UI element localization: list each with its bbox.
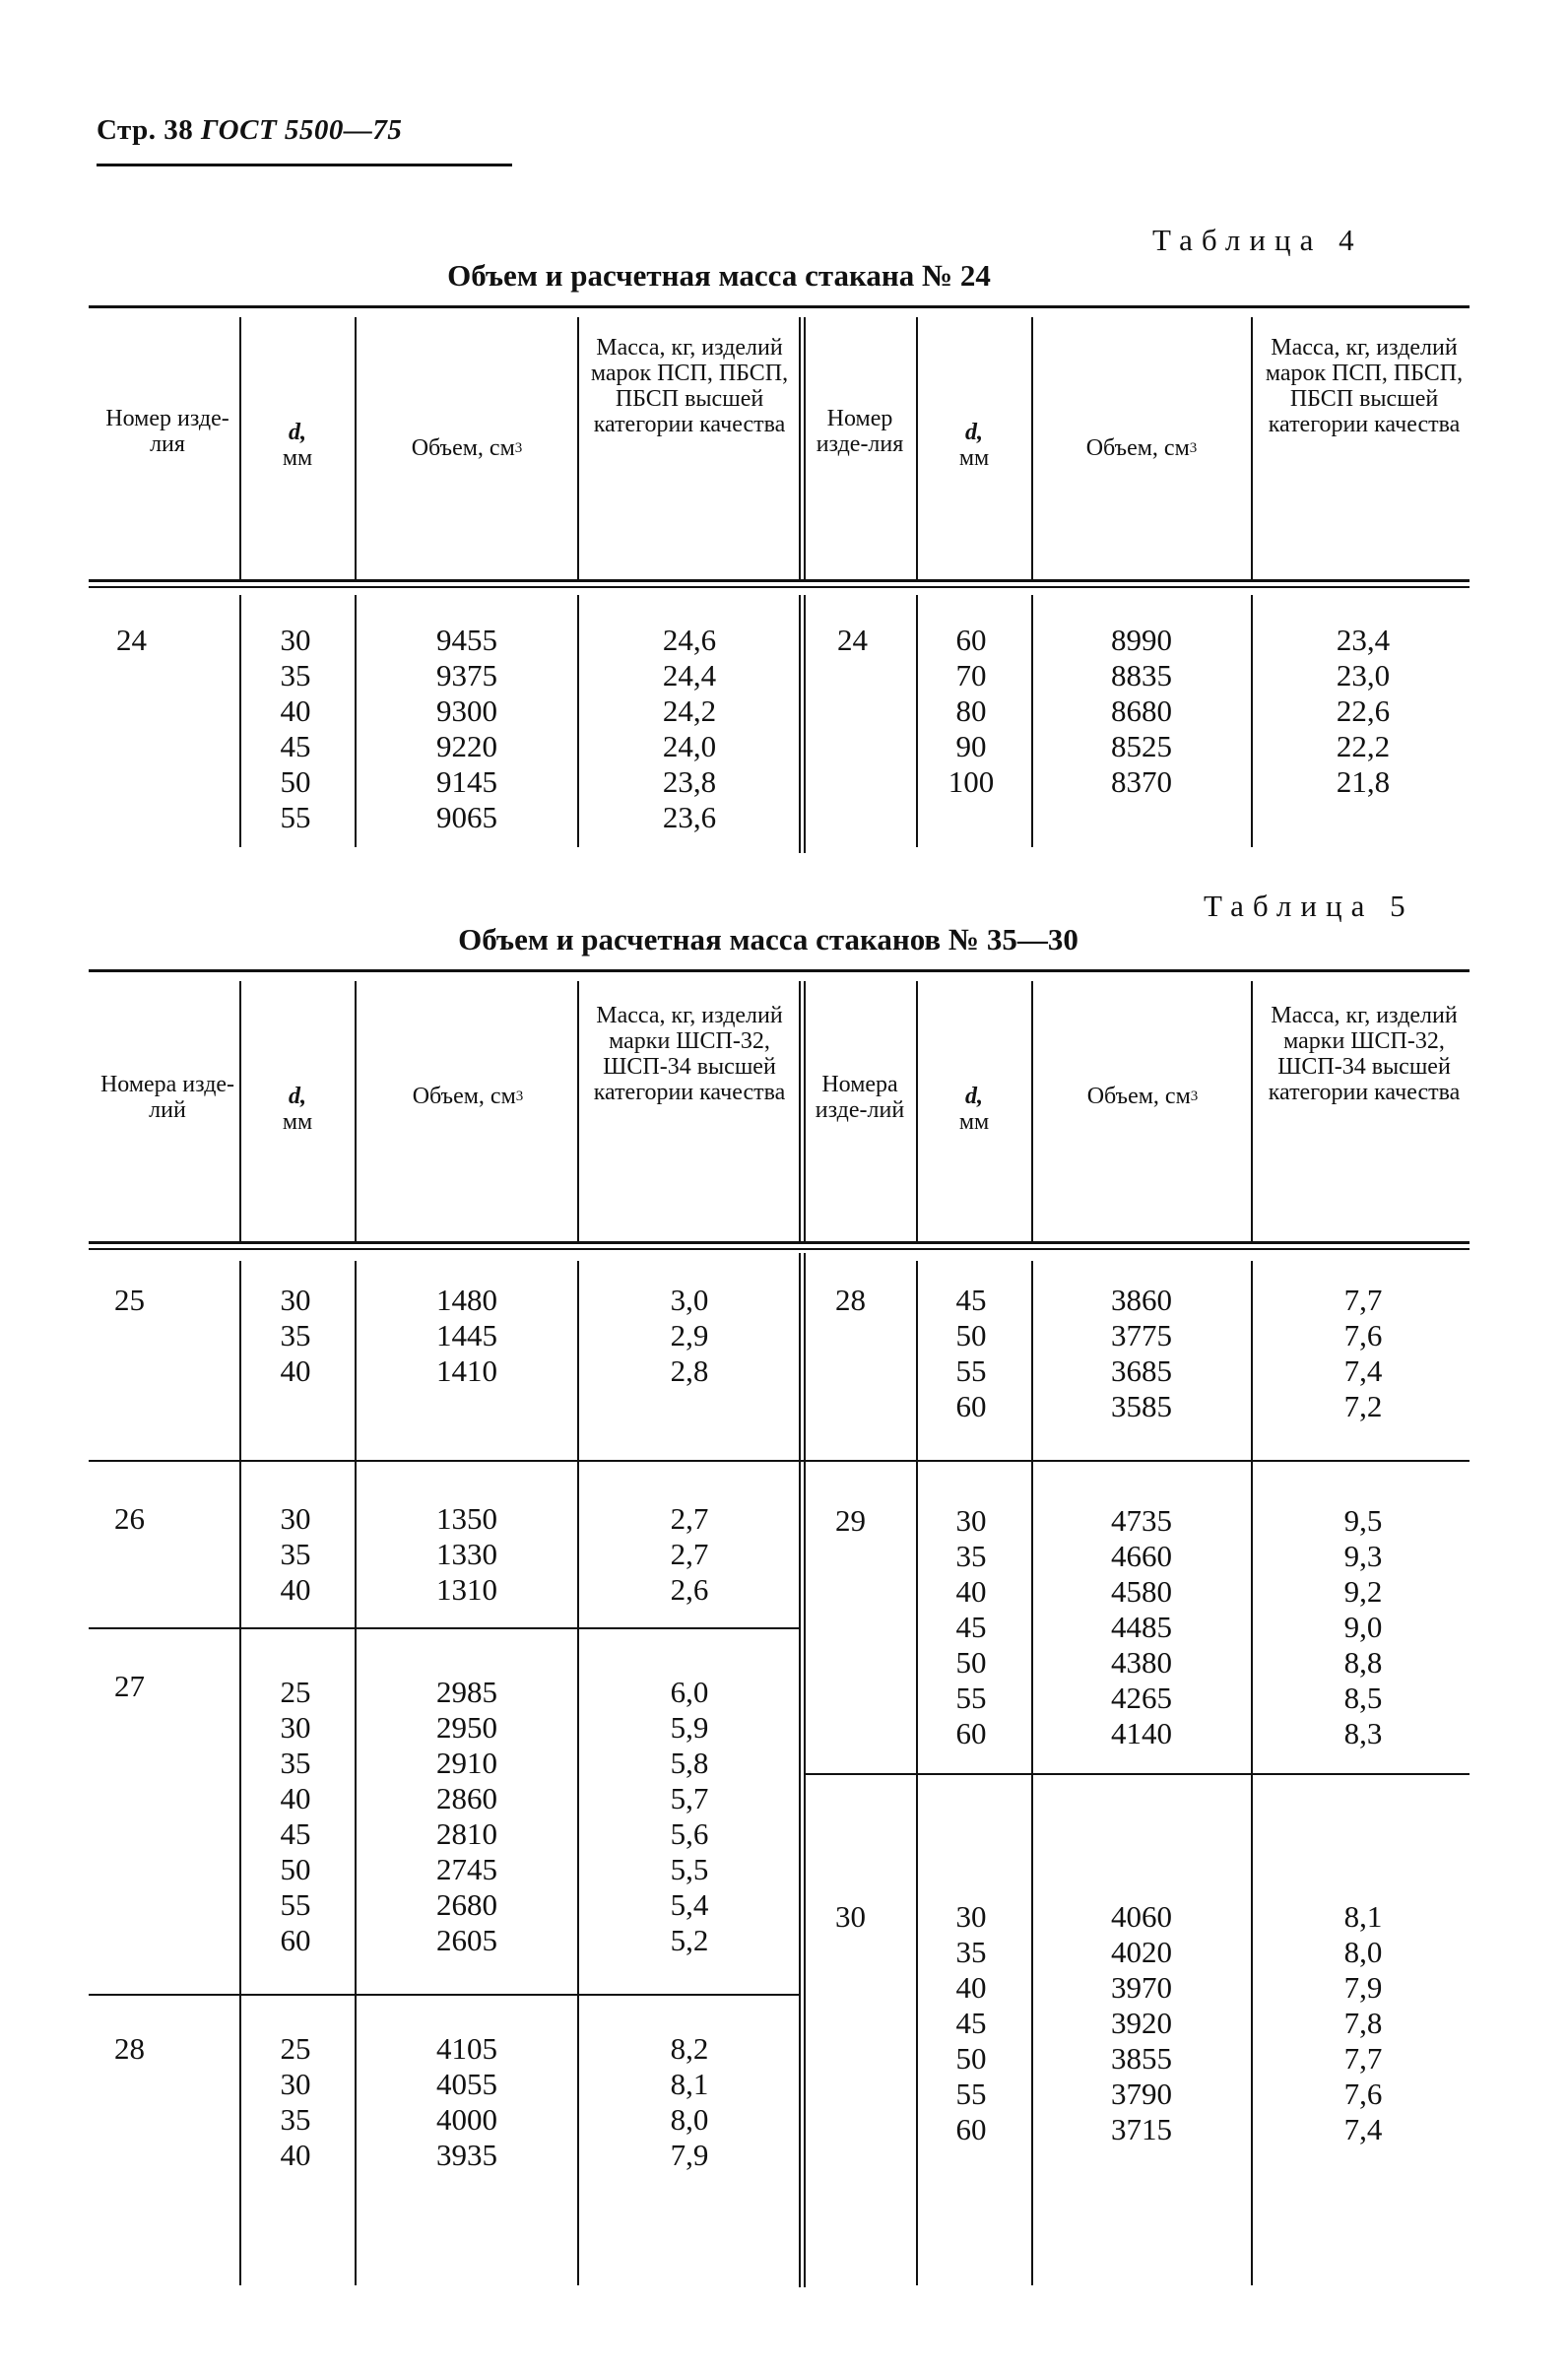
- table4-vline: [577, 317, 579, 579]
- table-cell: 40: [280, 1781, 311, 1815]
- table-cell: 40: [280, 693, 311, 728]
- table-cell: 60: [280, 1923, 311, 1957]
- table-cell: 3855: [1111, 2041, 1172, 2076]
- table5-right-item: 30: [835, 1899, 866, 1934]
- table4-title: Объем и расчетная масса стакана № 24: [447, 258, 991, 293]
- table-cell: 7,2: [1343, 1389, 1383, 1423]
- table-cell: 3920: [1111, 2006, 1172, 2040]
- table5-mass-column: [1257, 1283, 1470, 1424]
- table-cell: 55: [280, 800, 311, 834]
- table5-header-mass: Масса, кг, изделий марки ШСП-32, ШСП-34 высшей категории качества: [593, 1003, 786, 1105]
- table4-header-mass: Масса, кг, изделий марок ПСП, ПБСП, ПБСП высшей категории качества: [590, 335, 789, 437]
- table5-mass-column: [583, 1283, 796, 1389]
- table-cell: 24,2: [662, 693, 717, 728]
- table5-row-separator: [89, 1994, 800, 1996]
- table-cell: 2,7: [670, 1501, 709, 1536]
- table-cell: 60: [955, 1716, 987, 1750]
- table-cell: 9145: [436, 764, 497, 799]
- table5-header-d: d, мм: [282, 1084, 313, 1135]
- table5-d-column: [246, 1675, 345, 1958]
- table-cell: 1310: [436, 1572, 497, 1607]
- table-cell: 7,9: [670, 2138, 709, 2172]
- table5-volume-column: [1036, 1283, 1247, 1424]
- table-cell: 5,8: [670, 1746, 709, 1780]
- table-cell: 2810: [436, 1816, 497, 1851]
- table4-header-volume-right: Объем, $см^3$: [1085, 435, 1198, 461]
- table-cell: 1330: [436, 1537, 497, 1571]
- header-rule: [97, 164, 512, 166]
- table-cell: 1410: [436, 1353, 497, 1388]
- table-cell: 4485: [1111, 1610, 1172, 1644]
- table5-mass-column: [1257, 1899, 1470, 2147]
- table-cell: 7,7: [1343, 1283, 1383, 1317]
- table-cell: 9,5: [1343, 1503, 1383, 1538]
- table-cell: 8680: [1111, 693, 1172, 728]
- table-cell: 55: [955, 1353, 987, 1388]
- table-cell: 8370: [1111, 764, 1172, 799]
- table5-header-volume: Объем, $см^3$: [412, 1084, 524, 1109]
- table4-vline: [804, 595, 806, 853]
- table-cell: 7,7: [1343, 2041, 1383, 2076]
- table5-vline: [239, 1261, 241, 2285]
- d-label: d,: [289, 420, 306, 445]
- table-cell: 23,8: [662, 764, 717, 799]
- table-cell: 100: [947, 764, 995, 799]
- d-unit: мм: [282, 445, 313, 471]
- table-cell: 1480: [436, 1283, 497, 1317]
- table-cell: 24,6: [662, 623, 717, 657]
- table-cell: 40: [280, 1572, 311, 1607]
- table5-header-mass-right: Масса, кг, изделий марки ШСП-32, ШСП-34 высшей категории качества: [1268, 1003, 1461, 1105]
- table-cell: 45: [280, 1816, 311, 1851]
- table-cell: 22,6: [1336, 693, 1391, 728]
- table5-vline: [804, 1253, 806, 2287]
- table-cell: 30: [280, 1283, 311, 1317]
- table-cell: 2910: [436, 1746, 497, 1780]
- table5-d-column: [246, 1283, 345, 1389]
- table-cell: 2680: [436, 1887, 497, 1922]
- table-cell: 35: [280, 2102, 311, 2137]
- table-cell: 7,6: [1343, 2077, 1383, 2111]
- table-cell: 8,5: [1343, 1681, 1383, 1715]
- table-cell: 35: [280, 1318, 311, 1352]
- table5-left-item: 28: [114, 2031, 145, 2066]
- table5-vline: [916, 981, 918, 1241]
- table5-right-item: 29: [835, 1503, 866, 1538]
- table-cell: 23,4: [1336, 623, 1391, 657]
- table5-header-volume-right: Объем, $см^3$: [1086, 1084, 1199, 1109]
- table-cell: 90: [955, 729, 987, 763]
- table4-header-volume: Объем, $см^3$: [411, 435, 523, 461]
- table-cell: 2745: [436, 1852, 497, 1886]
- table5-vline: [1251, 981, 1253, 1241]
- table5-right-item: 28: [835, 1283, 866, 1317]
- table-cell: 30: [955, 1899, 987, 1934]
- table5-top-rule: [89, 969, 1470, 972]
- table4-left-item: 24: [116, 623, 147, 657]
- table-cell: 4380: [1111, 1645, 1172, 1680]
- table-cell: 45: [955, 1283, 987, 1317]
- table-cell: 4055: [436, 2067, 497, 2101]
- table-cell: 30: [280, 623, 311, 657]
- table5-vline: [577, 1261, 579, 2285]
- table-cell: 7,8: [1343, 2006, 1383, 2040]
- table-cell: 4580: [1111, 1574, 1172, 1609]
- table-cell: 7,4: [1343, 2112, 1383, 2146]
- table5-d-column: [922, 1899, 1020, 2147]
- table-cell: 2950: [436, 1710, 497, 1745]
- table4-header-d-right: d, мм: [958, 420, 990, 471]
- table-cell: 24,4: [662, 658, 717, 692]
- table-cell: 50: [280, 1852, 311, 1886]
- table-cell: 5,4: [670, 1887, 709, 1922]
- table-cell: 40: [955, 1574, 987, 1609]
- table-cell: 4105: [436, 2031, 497, 2066]
- table-cell: 5,5: [670, 1852, 709, 1886]
- table-cell: 55: [955, 1681, 987, 1715]
- table-cell: 80: [955, 693, 987, 728]
- table4-top-rule: [89, 305, 1470, 308]
- table-cell: 35: [955, 1935, 987, 1969]
- table4-vline: [799, 595, 801, 853]
- table4-label: Таблица 4: [1152, 223, 1363, 257]
- table4-vline: [1251, 317, 1253, 579]
- table-cell: 5,9: [670, 1710, 709, 1745]
- table5-volume-column: [1036, 1503, 1247, 1751]
- table4-vline: [916, 595, 918, 847]
- table5-vline: [239, 981, 241, 1241]
- table-cell: 3860: [1111, 1283, 1172, 1317]
- table5-volume-column: [360, 1283, 573, 1389]
- table4-header-item-right: Номер изде-лия: [816, 406, 904, 457]
- table-cell: 4140: [1111, 1716, 1172, 1750]
- table-cell: 45: [280, 729, 311, 763]
- table-cell: 9300: [436, 693, 497, 728]
- table-cell: 22,2: [1336, 729, 1391, 763]
- table-cell: 60: [955, 2112, 987, 2146]
- table-cell: 9065: [436, 800, 497, 834]
- table-cell: 30: [280, 1710, 311, 1745]
- table4-header-mass-right: Масса, кг, изделий марок ПСП, ПБСП, ПБСП высшей категории качества: [1265, 335, 1464, 437]
- page-header: [97, 114, 402, 147]
- table-cell: 9455: [436, 623, 497, 657]
- table-cell: 2,6: [670, 1572, 709, 1607]
- table5-row-separator: [89, 1627, 800, 1629]
- table-cell: 2,8: [670, 1353, 709, 1388]
- table4-header-item: Номер изде-лия: [105, 406, 229, 457]
- table-cell: 3,0: [670, 1283, 709, 1317]
- table-cell: 35: [280, 1537, 311, 1571]
- table-cell: 25: [280, 2031, 311, 2066]
- table-cell: 50: [955, 1645, 987, 1680]
- table-cell: 50: [280, 764, 311, 799]
- table-cell: 23,6: [662, 800, 717, 834]
- table-cell: 45: [955, 2006, 987, 2040]
- table4-header-d: [244, 420, 351, 471]
- table-cell: 8,1: [1343, 1899, 1383, 1934]
- table-cell: 55: [955, 2077, 987, 2111]
- table4-vline: [1251, 595, 1253, 847]
- table-cell: 3715: [1111, 2112, 1172, 2146]
- table-cell: 3935: [436, 2138, 497, 2172]
- table-cell: 40: [955, 1970, 987, 2005]
- table4-vline: [1031, 595, 1033, 847]
- table-cell: 9220: [436, 729, 497, 763]
- table-cell: 23,0: [1336, 658, 1391, 692]
- table-cell: 30: [280, 2067, 311, 2101]
- table-cell: 4060: [1111, 1899, 1172, 1934]
- table5-volume-column: [360, 1501, 573, 1608]
- page-number: Стр. 38: [97, 114, 194, 146]
- table5-volume-column: [1036, 1899, 1247, 2147]
- table-cell: 5,2: [670, 1923, 709, 1957]
- table5-d-column: [922, 1283, 1020, 1424]
- table5-volume-column: [360, 1675, 573, 1958]
- table5-vline: [799, 981, 801, 1241]
- table-cell: 8,0: [670, 2102, 709, 2137]
- table-cell: 40: [280, 2138, 311, 2172]
- table4-vline: [916, 317, 918, 579]
- table-cell: 8,1: [670, 2067, 709, 2101]
- table4-vline: [239, 595, 241, 847]
- table-cell: 9,3: [1343, 1539, 1383, 1573]
- table-cell: 2985: [436, 1675, 497, 1709]
- table4-left-d-column: [246, 623, 345, 835]
- table5-left-item: 26: [114, 1501, 145, 1536]
- table5-d-column: [922, 1503, 1020, 1751]
- table-cell: 3790: [1111, 2077, 1172, 2111]
- table-cell: 4660: [1111, 1539, 1172, 1573]
- table5-vline: [355, 981, 357, 1241]
- table-cell: 3970: [1111, 1970, 1172, 2005]
- table-cell: 30: [280, 1501, 311, 1536]
- table-cell: 8525: [1111, 729, 1172, 763]
- table4-vline: [355, 595, 357, 847]
- table-cell: 8835: [1111, 658, 1172, 692]
- table-cell: 1350: [436, 1501, 497, 1536]
- table4-vline: [577, 595, 579, 847]
- table4-right-volume-column: [1036, 623, 1247, 800]
- table-cell: 25: [280, 1675, 311, 1709]
- table-cell: 30: [955, 1503, 987, 1538]
- table-cell: 1445: [436, 1318, 497, 1352]
- table5-mass-column: [583, 2031, 796, 2173]
- table-cell: 8,2: [670, 2031, 709, 2066]
- table4-right-mass-column: [1257, 623, 1470, 800]
- table-cell: 7,9: [1343, 1970, 1383, 2005]
- table4-left-mass-column: [583, 623, 796, 835]
- table-cell: 2,9: [670, 1318, 709, 1352]
- table-cell: 8,8: [1343, 1645, 1383, 1680]
- table-cell: 70: [955, 658, 987, 692]
- table-cell: 2605: [436, 1923, 497, 1957]
- table5-row-separator: [806, 1773, 1470, 1775]
- table-cell: 2860: [436, 1781, 497, 1815]
- table5-header-rule: [89, 1241, 1470, 1250]
- table-cell: 4735: [1111, 1503, 1172, 1538]
- table-cell: 24,0: [662, 729, 717, 763]
- table-cell: 35: [280, 658, 311, 692]
- table-cell: 40: [280, 1353, 311, 1388]
- table-cell: 9,0: [1343, 1610, 1383, 1644]
- table-cell: 4000: [436, 2102, 497, 2137]
- table-cell: 21,8: [1336, 764, 1391, 799]
- table5-vline: [355, 1261, 357, 2285]
- table-cell: 50: [955, 1318, 987, 1352]
- table-cell: 7,4: [1343, 1353, 1383, 1388]
- table5-volume-column: [360, 2031, 573, 2173]
- table-cell: 2,7: [670, 1537, 709, 1571]
- table5-header-item: Номера изде-лий: [99, 1072, 235, 1123]
- table5-mass-column: [583, 1675, 796, 1958]
- table-cell: 8,3: [1343, 1716, 1383, 1750]
- table-cell: 9,2: [1343, 1574, 1383, 1609]
- table-cell: 8,0: [1343, 1935, 1383, 1969]
- table-cell: 3685: [1111, 1353, 1172, 1388]
- table4-vline: [1031, 317, 1033, 579]
- table4-right-d-column: [922, 623, 1020, 800]
- table5-header-item-right: Номера изде-лий: [815, 1072, 905, 1123]
- table-cell: 3585: [1111, 1389, 1172, 1423]
- table5-title: Объем и расчетная масса стаканов № 35—30: [458, 922, 1078, 956]
- table5-d-column: [246, 1501, 345, 1608]
- table-cell: 4265: [1111, 1681, 1172, 1715]
- table-cell: 5,7: [670, 1781, 709, 1815]
- table4-header-rule: [89, 579, 1470, 588]
- table5-left-item: 25: [114, 1283, 145, 1317]
- gost-number: ГОСТ 5500—75: [201, 114, 403, 146]
- table-cell: 3775: [1111, 1318, 1172, 1352]
- table-cell: 55: [280, 1887, 311, 1922]
- table-cell: 7,6: [1343, 1318, 1383, 1352]
- table-cell: 50: [955, 2041, 987, 2076]
- table5-mass-column: [583, 1501, 796, 1608]
- table5-left-item: 27: [114, 1669, 145, 1703]
- table-cell: 6,0: [670, 1675, 709, 1709]
- table4-vline: [799, 317, 801, 579]
- table-cell: 45: [955, 1610, 987, 1644]
- table-cell: 60: [955, 623, 987, 657]
- table5-vline: [577, 981, 579, 1241]
- table4-vline: [355, 317, 357, 579]
- table5-vline: [799, 1253, 801, 2287]
- table-cell: 8990: [1111, 623, 1172, 657]
- table4-left-volume-column: [360, 623, 573, 835]
- table5-row-separator: [89, 1460, 1470, 1462]
- table-cell: 9375: [436, 658, 497, 692]
- table4-right-item: 24: [837, 623, 868, 657]
- table4-vline: [239, 317, 241, 579]
- table5-d-column: [246, 2031, 345, 2173]
- table5-vline: [1031, 981, 1033, 1241]
- table-cell: 35: [280, 1746, 311, 1780]
- table5-mass-column: [1257, 1503, 1470, 1751]
- table5-header-d-right: d, мм: [958, 1084, 990, 1135]
- table-cell: 5,6: [670, 1816, 709, 1851]
- table-cell: 60: [955, 1389, 987, 1423]
- table-cell: 4020: [1111, 1935, 1172, 1969]
- table-cell: 35: [955, 1539, 987, 1573]
- table5-label: Таблица 5: [1204, 889, 1414, 923]
